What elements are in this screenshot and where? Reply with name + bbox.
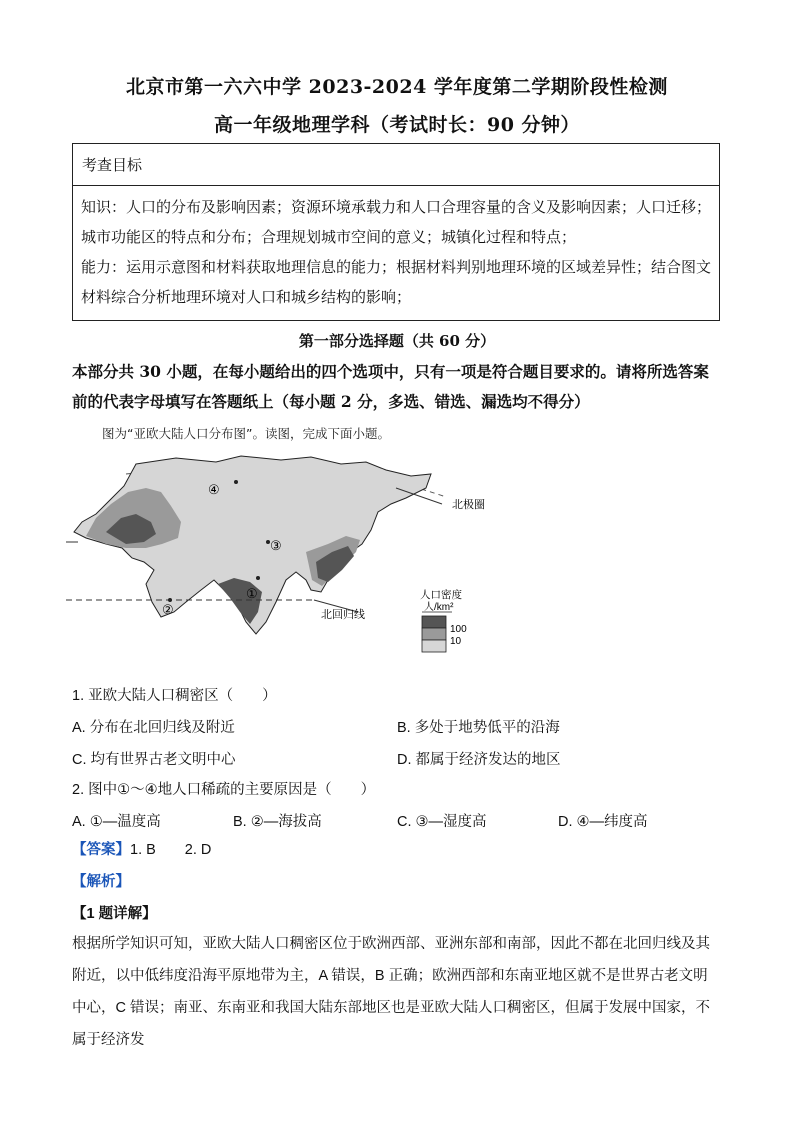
answer-value: 1. B 2. D (130, 842, 212, 858)
exam-title: 北京市第一六六中学 2023-2024 学年度第二学期阶段性检测 (126, 76, 668, 98)
marker-4-dot (234, 480, 238, 484)
objectives-knowledge: 知识：人口的分布及影响因素；资源环境承载力和人口合理容量的含义及影响因素；人口迁移；城市功能区的特点和分布；合理规划城市空间的意义；城镇化过程和特点； (81, 198, 712, 246)
eurasia-population-map (66, 452, 506, 677)
section-instruction: 本部分共 30 小题，在每小题给出的四个选项中，只有一项是符合题目要求的。请将所选答案前的代表字母填写在答题纸上（每小题 2 分，多选、错选、漏选均不得分） (72, 362, 709, 411)
exam-subtitle: 高一年级地理学科（考试时长：90 分钟） (213, 114, 581, 136)
answer-label: 【答案】 (72, 842, 130, 858)
q2-option-a[interactable]: A. ①—温度高 (72, 814, 161, 830)
analysis-text: 根据所学知识可知，亚欧大陆人口稠密区位于欧洲西部、亚洲东部和南部，因此不都在北回归线及其附近，以中低纬度沿海平原地带为主，A 错误，B 正确；欧洲西部和东南亚地区就不是世界古老文明中心，C 错误；南亚、东南亚和我国大陆东部地区也是亚欧大陆人口稠密区，但属于发展中国家，不属于经济发 (72, 936, 710, 1048)
objectives-box (72, 143, 720, 321)
answer-line (72, 838, 211, 859)
q1-detail-label: 【1 题详解】 (72, 906, 157, 922)
marker-1-label: ① (246, 587, 258, 602)
legend-swatch-medium (422, 628, 446, 640)
q1-option-c[interactable]: C. 均有世界古老文明中心 (72, 752, 236, 768)
q1-option-b[interactable]: B. 多处于地势低平的沿海 (397, 720, 560, 736)
legend-unit: 人/km² (424, 602, 454, 613)
marker-4-label: ④ (208, 483, 220, 498)
question-2-stem: 2. 图中①～④地人口稀疏的主要原因是（ ） (72, 782, 376, 798)
q2-option-d[interactable]: D. ④—纬度高 (558, 814, 648, 830)
question-1-stem: 1. 亚欧大陆人口稠密区（ ） (72, 688, 277, 704)
analysis-label: 【解析】 (72, 874, 130, 890)
section-title: 第一部分选择题（共 60 分） (298, 332, 496, 350)
legend-10: 10 (450, 636, 462, 647)
q1-option-d[interactable]: D. 都属于经济发达的地区 (397, 752, 561, 768)
objectives-ability: 能力：运用示意图和材料获取地理信息的能力；根据材料判别地理环境的区域差异性；结合图文材料综合分析地理环境对人口和城乡结构的影响； (81, 258, 712, 306)
objectives-heading: 考查目标 (73, 144, 719, 186)
marker-3-label: ③ (270, 539, 282, 554)
legend-swatch-dense (422, 616, 446, 628)
legend-title: 人口密度 (420, 589, 462, 601)
legend-swatch-sparse (422, 640, 446, 652)
q1-option-a[interactable]: A. 分布在北回归线及附近 (72, 720, 235, 736)
marker-2-dot (168, 598, 172, 602)
q2-option-c[interactable]: C. ③—湿度高 (397, 814, 487, 830)
figure-caption: 图为“亚欧大陆人口分布图”。读图，完成下面小题。 (102, 426, 390, 441)
marker-1-dot (256, 576, 260, 580)
marker-2-label: ② (162, 603, 174, 618)
legend-100: 100 (450, 624, 467, 635)
arctic-circle-label: 北极圈 (452, 499, 485, 511)
tropic-of-cancer-label: 北回归线 (321, 609, 365, 621)
q2-option-b[interactable]: B. ②—海拔高 (233, 814, 322, 830)
